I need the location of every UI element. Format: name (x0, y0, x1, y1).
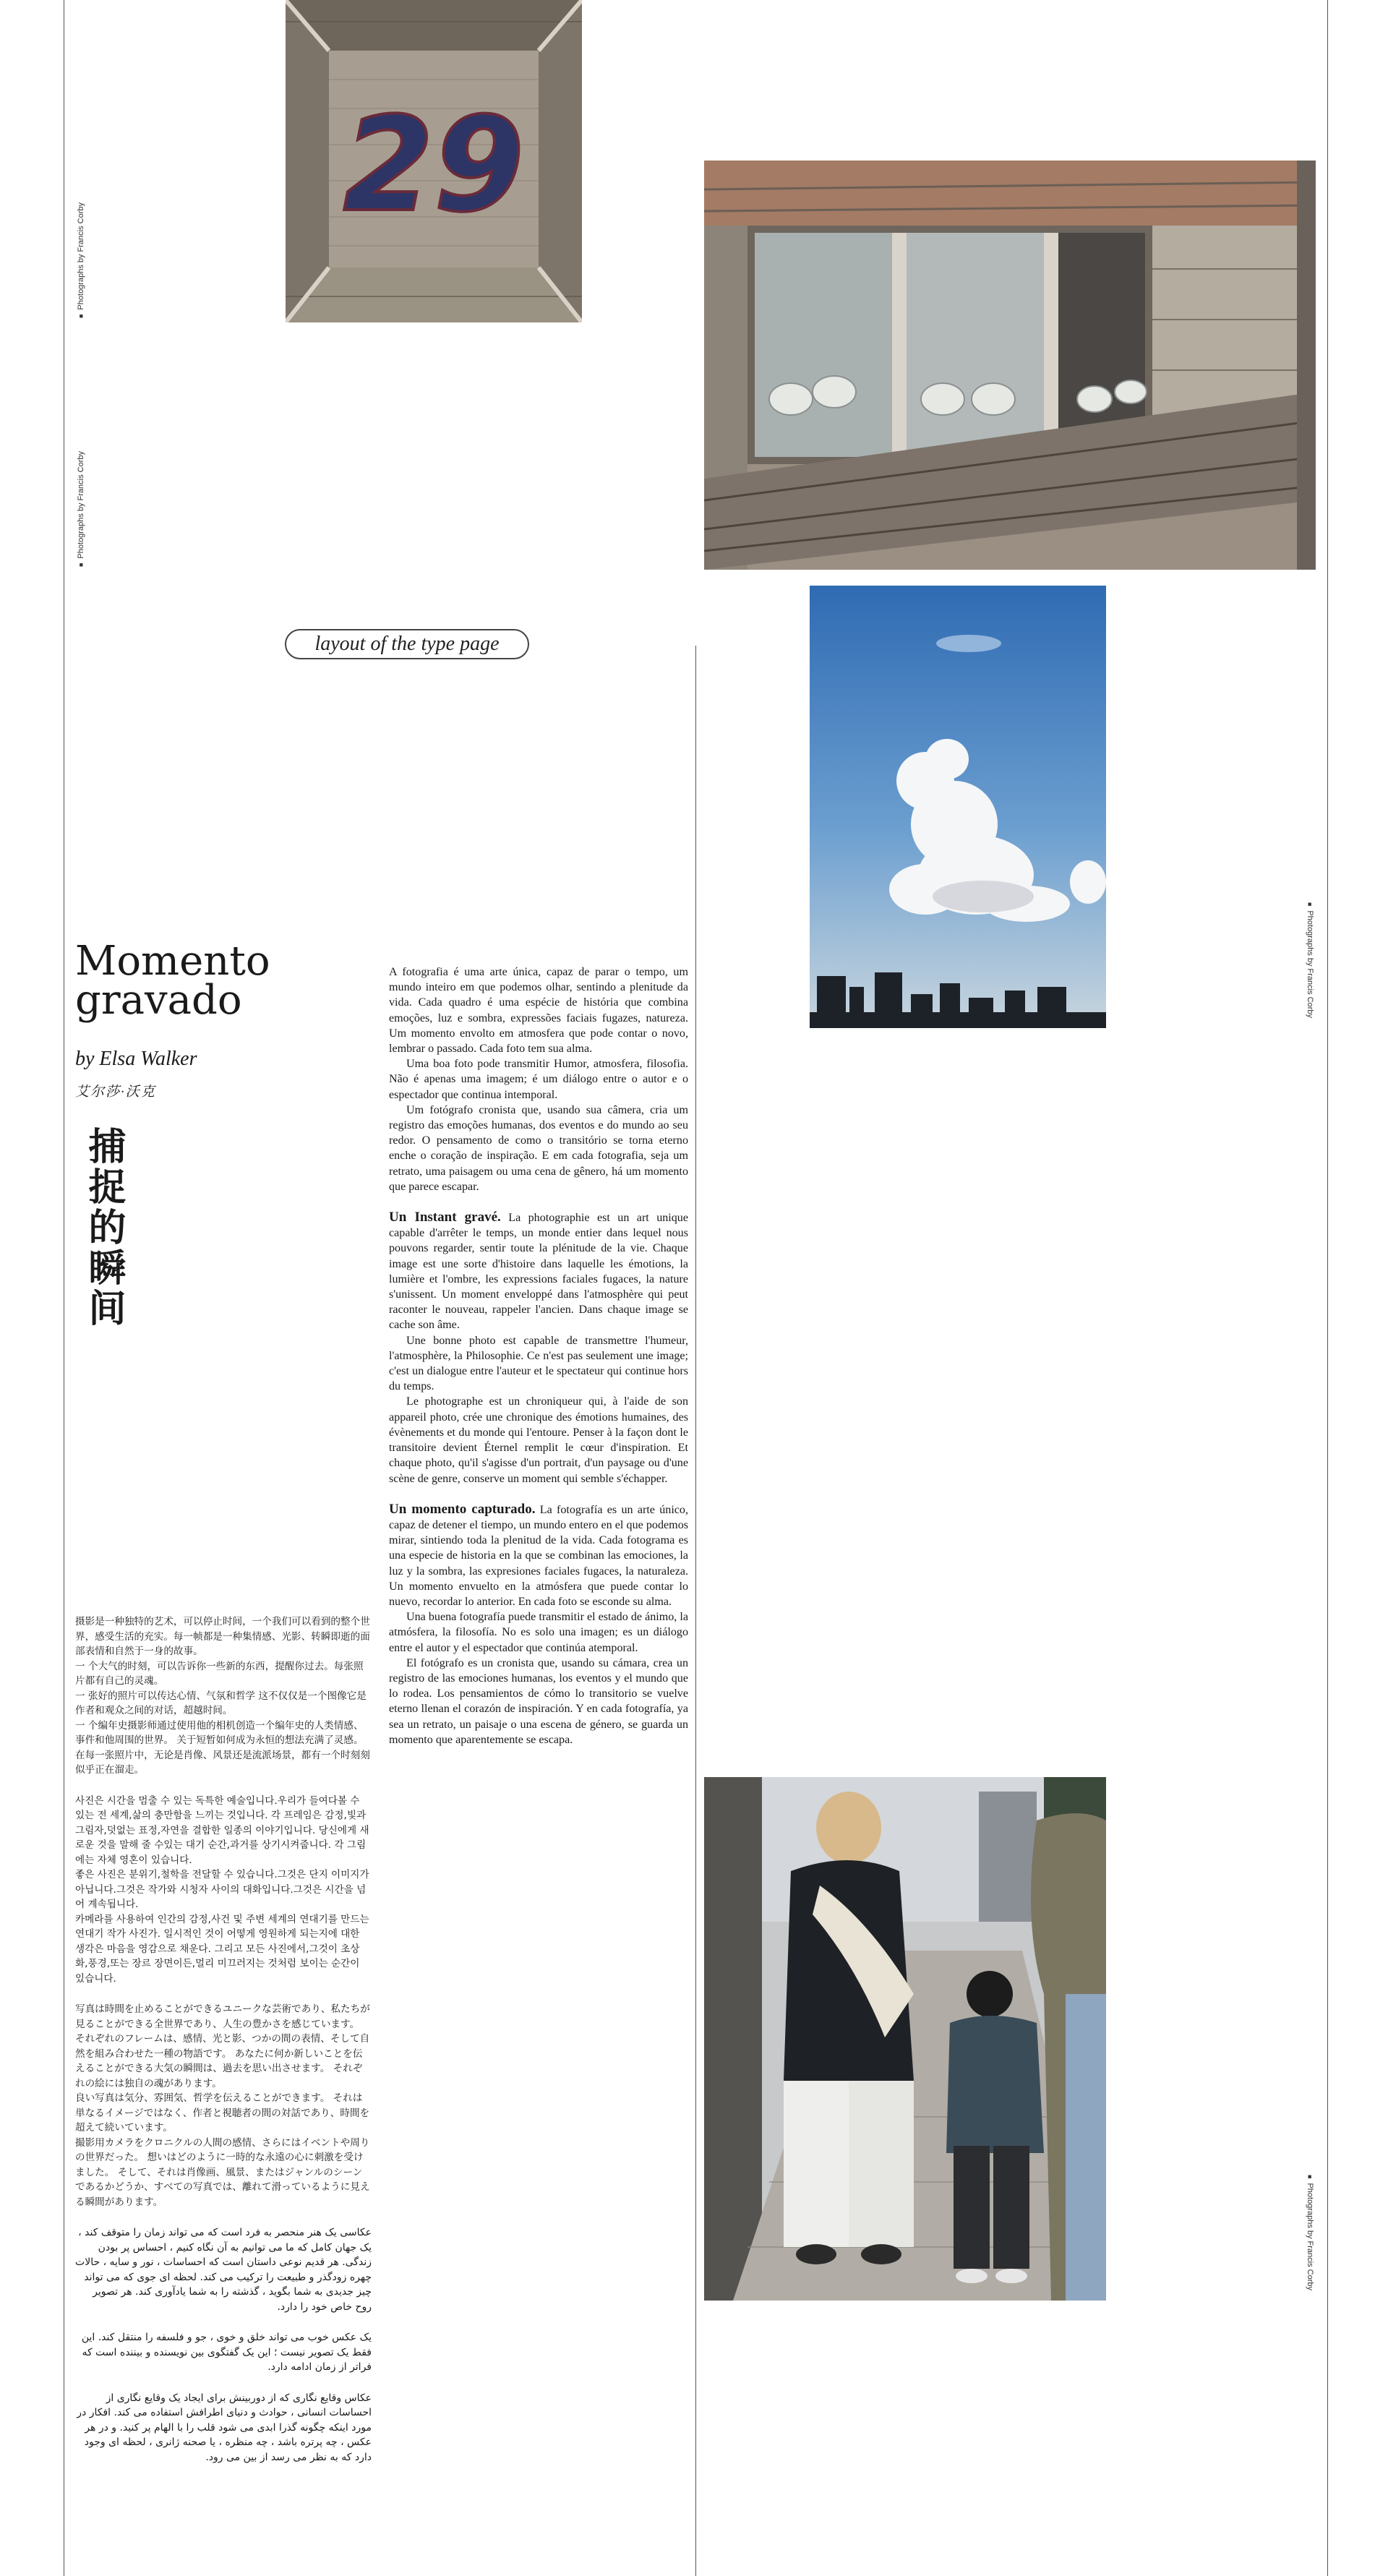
paragraph-fa: عکاس وقایع نگاری که از دوربینش برای ایجاد یک وقایع نگاری از احساسات انسانی ، حوادث و دنیای اطرافش استفاده می کند. افکار در مورد اینکه چگونه گذرا ابدی می شود قلب را با الهام پر کنید. و در هر عکس ، چه پرتره باشد ، چه منظره ، یا صحنه ژانری ، لحظه ای وجود دارد که به نظر می رسد از بین می رود. (77, 2392, 372, 2463)
paragraph-pt: Um fotógrafo cronista que, usando sua câmera, cria um registro das emoções humanas, dos eventos e do mundo ao seu redor. O pensamento de como o transitório se torna eterno enche o coração de inspiração. E em cada fotografia, seja um retrato, uma paisagem ou uma cena de gênero, há um momento que parece escapar. (389, 1103, 688, 1193)
photo-credit: ■ Photographs by Francis Corby (1306, 2175, 1314, 2290)
paragraph-es-text: La fotografía es un arte único, capaz de detener el tiempo, un mundo entero en el que podemos mirar, sintiendo toda la plenitud de la vida. Cada fotograma es una especie de historia en la que se combinan las emociones, la luz y la sombra, las expresiones faciales fugaces, la naturaleza. Un momento envuelto en la atmósfera que puede contar lo nuevo, recordar lo anterior. En cada foto se esconde su alma. (389, 1503, 689, 1608)
middle-text-column (389, 964, 688, 1747)
window-image (704, 161, 1316, 570)
photo-credit: ■ Photographs by Francis Corby (77, 451, 85, 567)
article-title (75, 938, 270, 1024)
calligraphy: 捕捉的瞬间 (82, 1126, 125, 1329)
door-number-label: 29 (343, 90, 525, 241)
paragraph-ja: 写真は時間を止めることができるユニークな芸術であり、私たちが見ることができる全世界であり、人生の豊かさを感じています。 それぞれのフレームは、感情、光と影、つかの間の表情、そして自然を組み合わせた一種の物語です。 あなたに何か新しいことを伝えることができる大気の瞬間は、過去を思い出させます。 それぞれの絵には独自の魂があります。 良い写真は気分、雰囲気、哲学を伝えることができます。 それは単なるイメージではなく、作者と視聴者の間の対話であり、時間を超えて続いています。 撮影用カメラをクロニクルの人間の感情、さらにはイベントや周りの世界だった。 想いはどのように一時的な永遠の心に刺激を受けました。 そして、それは肖像画、風景、またはジャンルのシーンであるかどうか、すべての写真では、離れて滑っているように見える瞬間があります。 (75, 2003, 370, 2208)
paragraph-fa: یک عکس خوب می تواند خلق و خوی ، جو و فلسفه را منتقل کند. این فقط یک تصویر نیست ؛ این یک گفتگوی بین نویسنده و بیننده است که فراتر از زمان ادامه دارد. (81, 2332, 372, 2373)
paragraph-fr-text: La photographie est un art unique capable d'arrêter le temps, un monde entier dans lequel nous pouvons regarder, sentir toute la plénitude de la vie. Chaque image est une sorte d'histoire dans laquelle les émotions, la lumière et l'ombre, les expressions faciales fugaces, la nature s'unissent. Un moment enveloppé dans l'atmosphère qui peut raconter le nouveau, rappeler l'ancien. Dans chaque image se cache son âme. (389, 1212, 689, 1332)
paragraph-zh: 摄影是一种独特的艺术，可以停止时间，一个我们可以看到的整个世界，感受生活的充实。每一帧都是一种集情感、光影、转瞬即逝的面部表情和自然于一身的故事。 一 个大气的时刻，可以告诉你一些新的东西，提醒你过去。每张照片都有自己的灵魂。 一 张好的照片可以传达心情、气氛和哲学 这不仅仅是一个图像它是作者和观众之间的对话，超越时间。 一 个编年史摄影师通过使用他的相机创造一个编年史的人类情感、事件和他周围的世界。 关于短暂如何成为永恒的想法充满了灵感。 在每一张照片中，无论是肖像、风景还是流派场景，都有一个时刻刻似乎正在溜走。 (75, 1616, 370, 1776)
section-heading-fr: Un Instant gravé. (389, 1210, 501, 1225)
cloud-image (810, 586, 1106, 1028)
paragraph-ko: 사진은 시간을 멈출 수 있는 독특한 예술입니다.우리가 들여다볼 수 있는 전 세계,삶의 충만함을 느끼는 것입니다. 각 프레임은 감정,빛과 그림자,덧없는 표정,자연을 결합한 일종의 이야기입니다. 당신에게 새로운 것을 말해 줄 수있는 대기 순간,과거를 상기시켜줍니다. 각 그림에는 자체 영혼이 있습니다. 좋은 사진은 분위기,철학을 전달할 수 있습니다.그것은 단지 이미지가 아닙니다.그것은 작가와 시청자 사이의 대화입니다.그것은 시간을 넘어 계속됩니다. 카메라를 사용하여 인간의 감정,사건 및 주변 세계의 연대기를 만드는 연대기 작가 사진가. 일시적인 것이 어떻게 영원하게 되는지에 대한 생각은 마음을 영감으로 채운다. 그리고 모든 사진에서,그것이 초상화,풍경,또는 장르 장면이든,멀리 미끄러지는 것처럼 보이는 순간이 있습니다. (75, 1794, 369, 1985)
window-photo (704, 161, 1316, 570)
paragraph-fr: Une bonne photo est capable de transmettre l'humeur, l'atmosphère, la Philosophie. Ce n'est pas seulement une image; c'est un dialogue entre l'auteur et le spectateur qui continue hors du temps. (389, 1334, 688, 1393)
right-margin-rule (1327, 0, 1328, 2576)
family-image (704, 1777, 1106, 2301)
paragraph-fr: Le photographe est un chroniqueur qui, à l'aide de son appareil photo, crée une chronique des émotions humaines, des évènements et du monde qui l'entoure. Penser à la façon dont le transitoire devient Éternel remplit le cœur d'inspiration. Et chaque photo, qu'il s'agisse d'un portrait, d'un paysage ou d'une scène de genre, conserve un moment qui semble s'échapper. (389, 1395, 688, 1485)
paragraph-es (389, 1502, 688, 1609)
paragraph-pt: A fotografia é uma arte única, capaz de parar o tempo, um mundo inteiro em que podemos olhar, sentindo a plenitude da vida. Cada quadro é uma espécie de história que combina emoções, luz e sombra, expressões faciais fugazes, natureza. Um momento envolto em atmosfera que pode contar o novo, lembrar o passado. Cada foto tem sua alma. (389, 966, 688, 1056)
author-signature: 艾尔莎·沃克 (75, 1084, 156, 1100)
door-number-photo (286, 0, 582, 322)
paragraph-pt: Uma boa foto pode transmitir Humor, atmosfera, filosofia. Não é apenas uma imagem; é um diálogo entre o autor e o espectador que continua intemporal. (389, 1058, 688, 1101)
section-heading-es: Un momento capturado. (389, 1501, 536, 1517)
cloud-photo (810, 586, 1106, 1028)
left-text-column (75, 1614, 372, 2481)
center-rule (695, 646, 696, 2576)
paragraph-fr (389, 1210, 688, 1333)
paragraph-fa: عکاسی یک هنر منحصر به فرد است که می تواند زمان را متوقف کند ، یک جهان کامل که ما می توانیم به آن نگاه کنیم ، احساس پر بودن زندگی. هر قدیم نوعی داستان است که احساسات ، نور و سایه ، حالات چهره زودگذر و طبیعت را ترکیب می کند. لحظه ای جوی که می تواند چیز جدیدی به شما بگوید ، گذشته را به شما یادآوری کند. هر تصویر روح خاص خود را دارد. (75, 2227, 372, 2313)
paragraph-es: Una buena fotografía puede transmitir el estado de ánimo, la atmósfera, la filosofía. No es solo una imagen; es un diálogo entre el autor y el espectador que continúa atemporal. (389, 1611, 688, 1654)
article-title-line: gravado (75, 977, 242, 1024)
photo-credit: ■ Photographs by Francis Corby (1306, 902, 1314, 1018)
photo-credit: ■ Photographs by Francis Corby (77, 202, 85, 318)
article-author: by Elsa Walker (75, 1048, 197, 1070)
door-number-image (286, 0, 582, 322)
article-title-line: Momento (75, 938, 270, 985)
paragraph-es: El fotógrafo es un cronista que, usando su cámara, crea un registro de las emociones humanas, los eventos y el mundo que lo rodea. Los pensamientos de cómo lo transitorio se vuelve eterno llenan el corazón de inspiración. Y en cada fotografía, ya sea un retrato, un paisaje o una escena de género, se guarda un momento que aparentemente se escapa. (389, 1656, 688, 1746)
family-photo (704, 1777, 1106, 2301)
type-page-label: layout of the type page (285, 629, 529, 659)
